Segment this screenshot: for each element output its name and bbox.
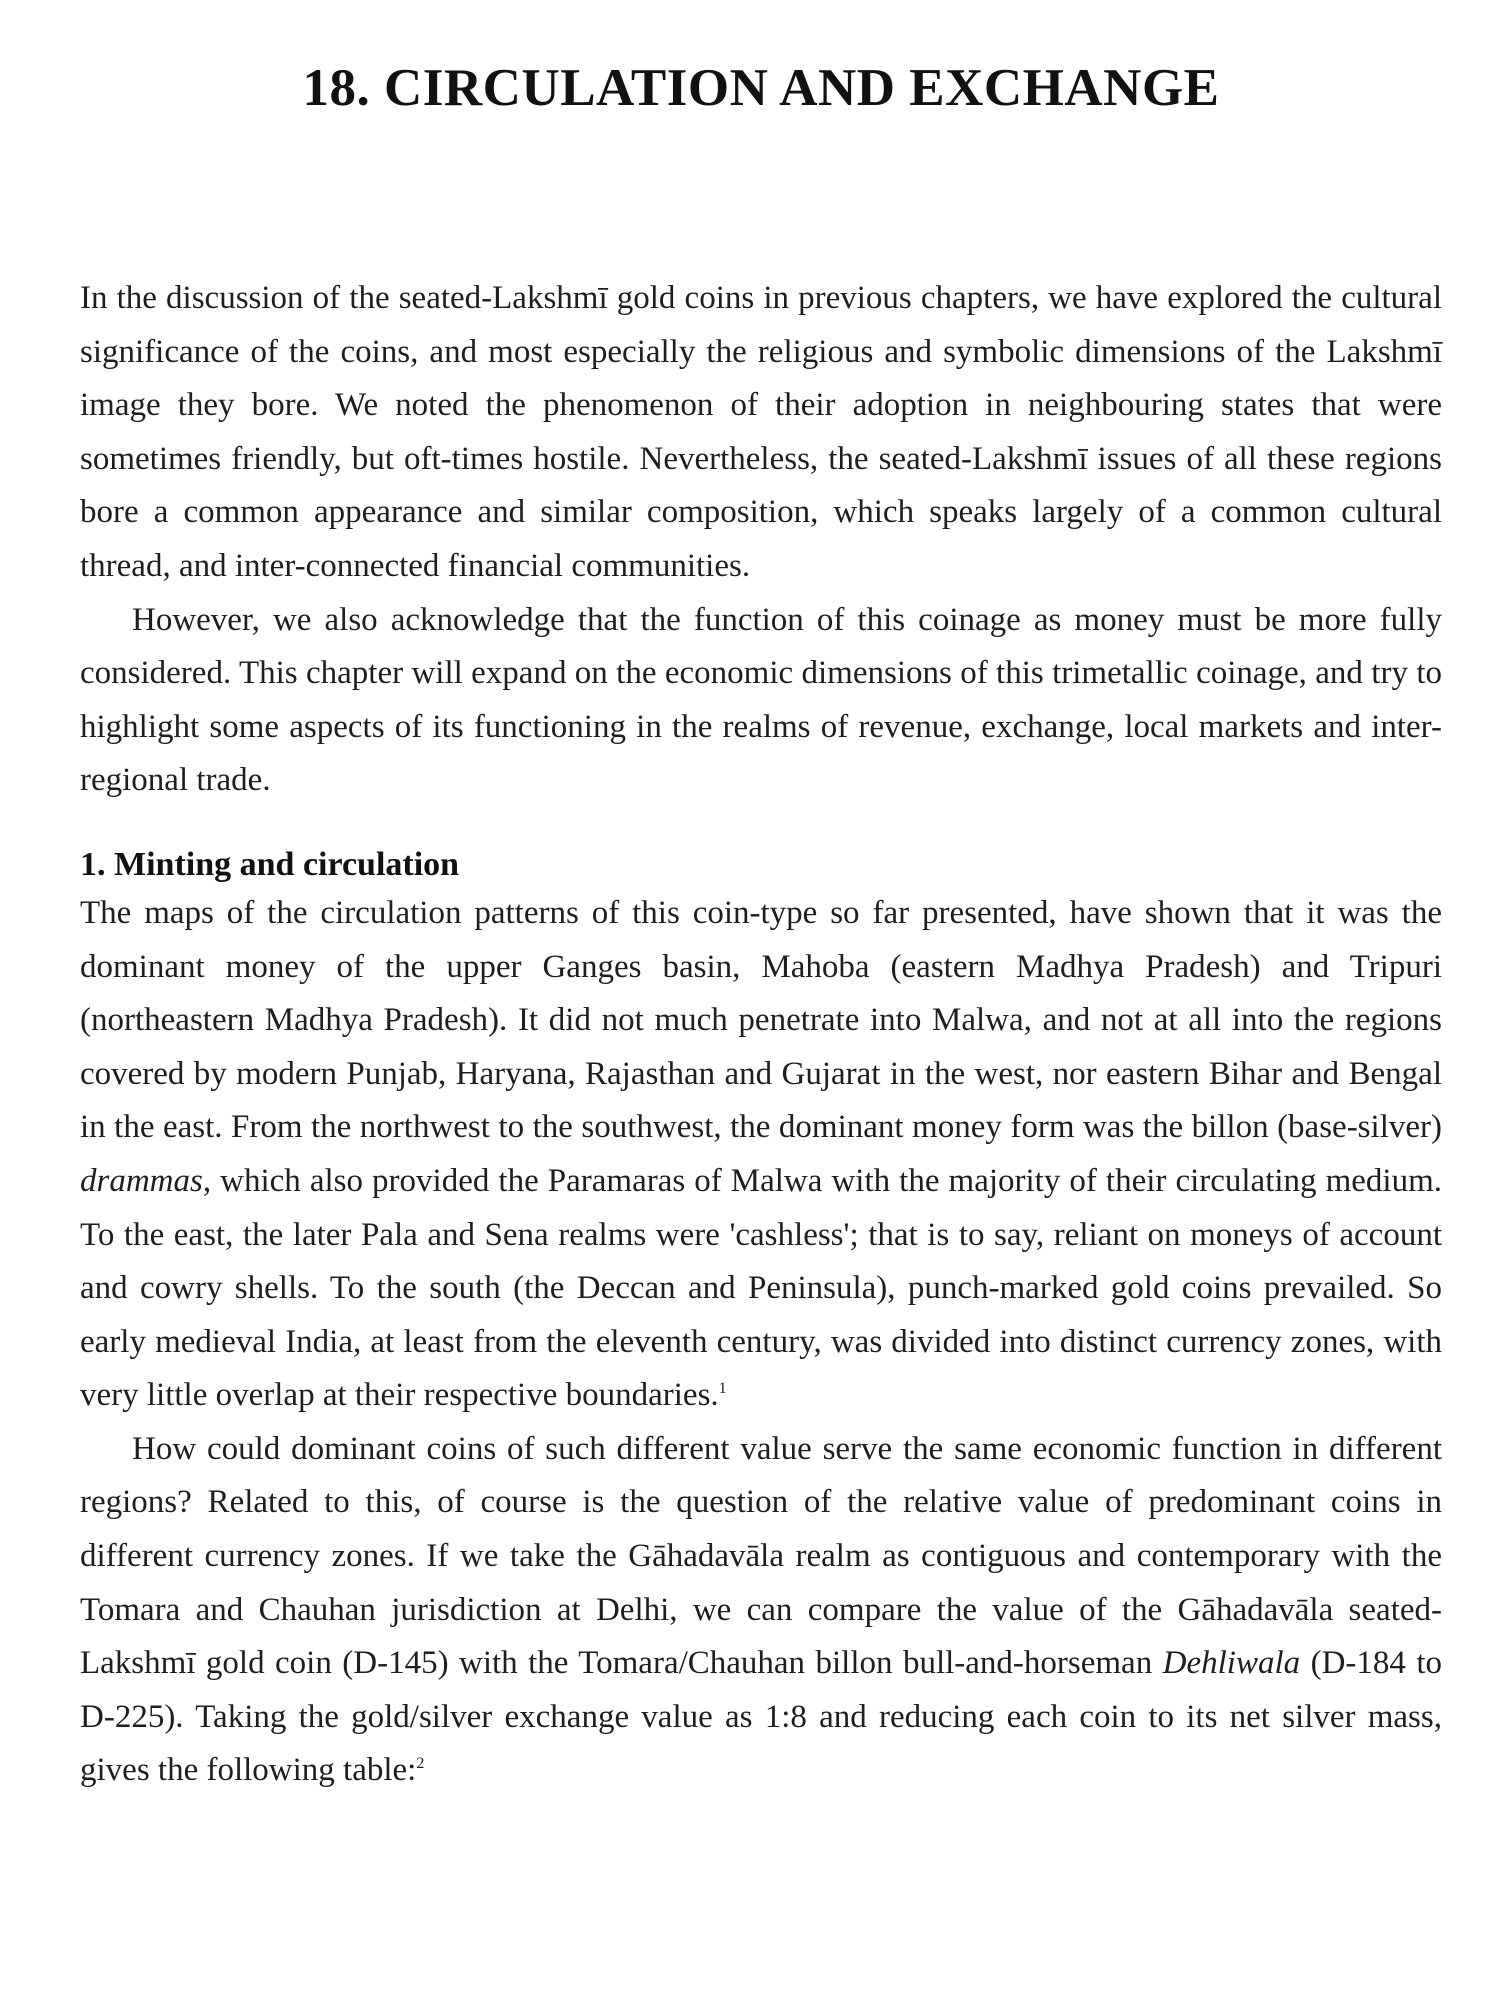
paragraph-function-of-coinage: However, we also acknowledge that the function of this coinage as money must be more fully considered. This chapter will expand on the economic dimensions of this trimetallic coinage, and try to highlight some aspects of its functioning in the realms of revenue, exchange, local markets and inter-regional trade. bbox=[80, 601, 1442, 799]
footnote-marker[interactable]: 2 bbox=[416, 1755, 425, 1773]
paragraph-intro: In the discussion of the seated-Lakshmī gold coins in previous chapters, we have explored the cultural significance of the coins, and most especially the religious and symbolic dimensions of the Lakshmī image they bore. We noted the phenomenon of their adoption in neighbouring states that were sometimes friendly, but oft-times hostile. Nevertheless, the seated-Lakshmī issues of all these regions bore a common appearance and similar composition, which speaks largely of a common cultural thread, and inter-connected financial communities. bbox=[80, 280, 1442, 584]
footnote-marker[interactable]: 1 bbox=[718, 1380, 727, 1398]
paragraph-text: How could dominant coins of such different value serve the same economic function in different regions? Related to this, of course is the question of the relative value of predominant coins in different currency zones. If we take the Gāhadavāla realm as contiguous and contemporary with the Tomara and Chauhan jurisdiction at Delhi, we can compare the value of the Gāhadavāla seated-Lakshmī gold coin (D-145) with the Tomara/Chauhan billon bull-and-horseman bbox=[80, 1430, 1442, 1682]
paragraph-text: The maps of the circulation patterns of this coin-type so far presented, have shown that it was the dominant money of the upper Ganges basin, Mahoba (eastern Madhya Pradesh) and Tripuri (northeastern Madhya Pradesh). It did not much penetrate into Malwa, and not at all into the regions covered by modern Punjab, Haryana, Rajasthan and Gujarat in the west, nor eastern Bihar and Bengal in the east. From the northwest to the southwest, the dominant money form was the billon (base-silver) bbox=[80, 894, 1442, 1146]
book-page bbox=[80, 0, 1442, 2000]
paragraph-text: (D-184 to D-225). Taking the gold/silver exchange value as 1:8 and reducing each coin to its net silver mass, gives the following table: bbox=[80, 1645, 1442, 1789]
paragraph-circulation-patterns bbox=[80, 887, 1442, 1423]
section-heading-minting: 1. Minting and circulation bbox=[80, 845, 460, 883]
chapter-title: 18. CIRCULATION AND EXCHANGE bbox=[302, 59, 1220, 117]
italic-term: drammas bbox=[80, 1162, 203, 1199]
paragraph-relative-value bbox=[80, 1423, 1442, 1798]
paragraph-text: , which also provided the Paramaras of Malwa with the majority of their circulating medium. To the east, the later Pala and Sena realms were 'cashless'; that is to say, reliant on moneys of account and cowry shells. To the south (the Deccan and Peninsula), punch-marked gold coins prevailed. So early medieval India, at least from the eleventh century, was divided into distinct currency zones, with very little overlap at their respective boundaries. bbox=[80, 1162, 1442, 1414]
italic-term: Dehliwala bbox=[1162, 1645, 1301, 1682]
chapter-body bbox=[80, 272, 1442, 1798]
